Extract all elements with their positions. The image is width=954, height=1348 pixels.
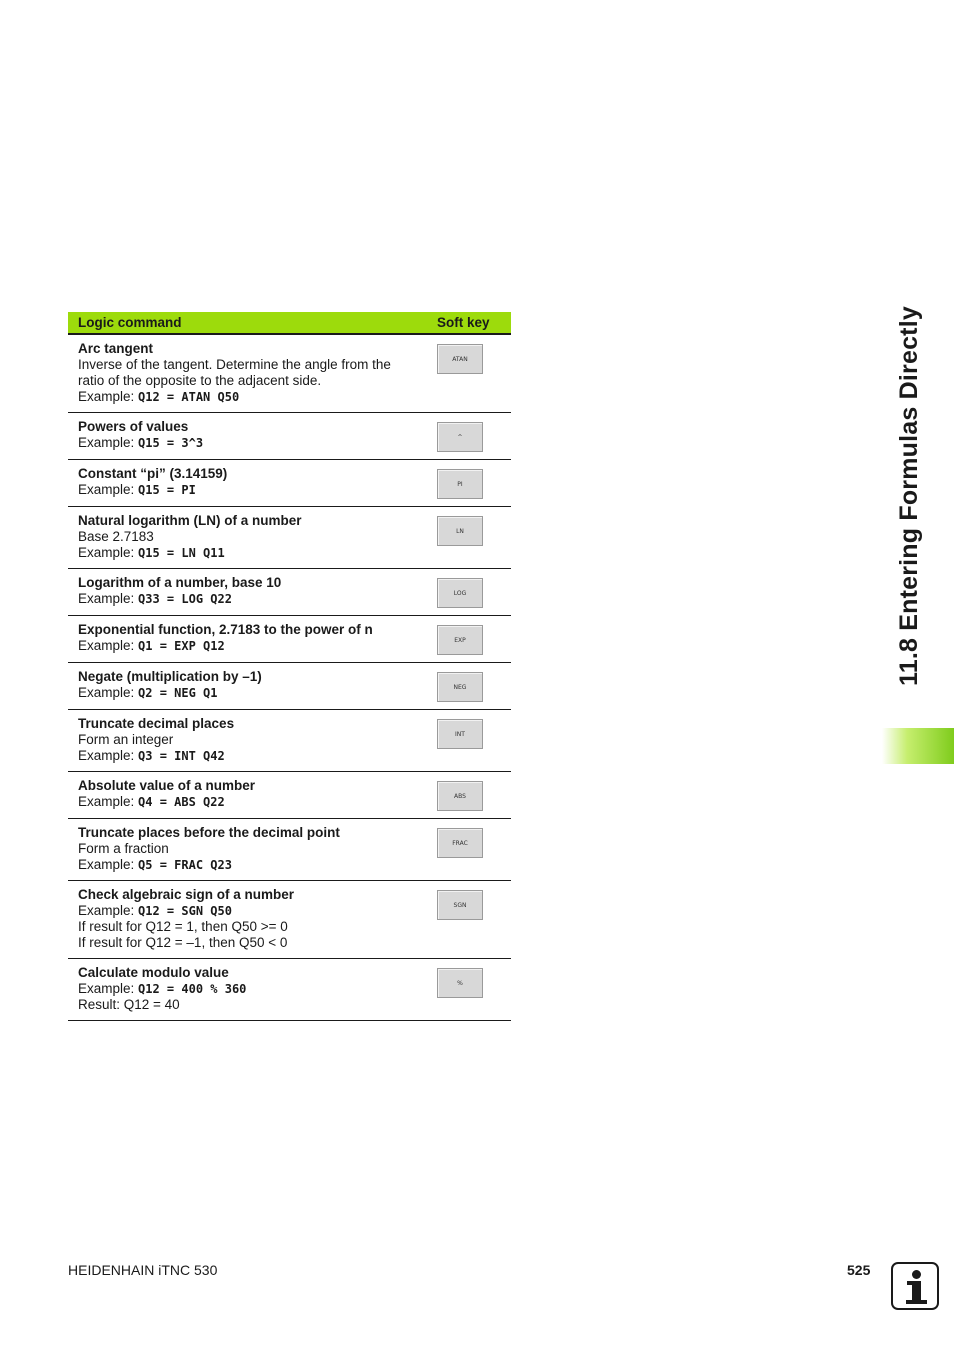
row-description xyxy=(68,466,437,499)
softkey-button[interactable]: PI xyxy=(437,469,483,499)
row-title: Natural logarithm (LN) of a number xyxy=(78,513,302,528)
row-text-line: ratio of the opposite to the adjacent side. xyxy=(78,373,322,388)
row-description xyxy=(68,778,437,811)
row-description xyxy=(68,622,437,655)
example-code: Q3 = INT Q42 xyxy=(138,749,225,763)
table-row xyxy=(68,959,511,1021)
example-code: Q15 = 3^3 xyxy=(138,436,204,450)
softkey-cell xyxy=(437,778,511,811)
row-example xyxy=(78,685,437,701)
example-code: Q15 = LN Q11 xyxy=(138,546,225,560)
table-header xyxy=(68,312,511,335)
row-example xyxy=(78,794,437,810)
row-title: Absolute value of a number xyxy=(78,778,256,793)
example-label: Example: xyxy=(78,794,139,809)
row-description xyxy=(68,716,437,764)
softkey-cell xyxy=(437,419,511,452)
footer-product: HEIDENHAIN iTNC 530 xyxy=(68,1262,218,1278)
row-example xyxy=(78,482,437,498)
example-label: Example: xyxy=(78,857,139,872)
softkey-cell xyxy=(437,341,511,405)
row-title: Powers of values xyxy=(78,419,189,434)
example-code: Q4 = ABS Q22 xyxy=(138,795,225,809)
example-code: Q5 = FRAC Q23 xyxy=(138,858,232,872)
softkey-cell xyxy=(437,669,511,702)
row-title: Truncate places before the decimal point xyxy=(78,825,340,840)
table-body xyxy=(68,335,511,1021)
row-description xyxy=(68,341,437,405)
row-title: Constant “pi” (3.14159) xyxy=(78,466,228,481)
row-description xyxy=(68,965,437,1013)
example-label: Example: xyxy=(78,903,139,918)
row-example xyxy=(78,545,437,561)
softkey-button[interactable]: ATAN xyxy=(437,344,483,374)
table-row xyxy=(68,616,511,663)
softkey-cell xyxy=(437,622,511,655)
row-result-line: If result for Q12 = 1, then Q50 >= 0 xyxy=(78,919,288,934)
example-code: Q33 = LOG Q22 xyxy=(138,592,232,606)
example-label: Example: xyxy=(78,482,139,497)
example-label: Example: xyxy=(78,685,139,700)
row-text-line: Inverse of the tangent. Determine the angle from the xyxy=(78,357,391,372)
row-title: Calculate modulo value xyxy=(78,965,229,980)
softkey-button[interactable]: ^ xyxy=(437,422,483,452)
table-row xyxy=(68,819,511,881)
row-title: Negate (multiplication by –1) xyxy=(78,669,262,684)
example-label: Example: xyxy=(78,545,139,560)
row-title: Logarithm of a number, base 10 xyxy=(78,575,282,590)
softkey-button[interactable]: LOG xyxy=(437,578,483,608)
logic-command-table xyxy=(68,312,511,1021)
row-description xyxy=(68,513,437,561)
example-code: Q12 = SGN Q50 xyxy=(138,904,232,918)
table-row xyxy=(68,460,511,507)
header-softkey: Soft key xyxy=(437,315,490,330)
softkey-button[interactable]: SGN xyxy=(437,890,483,920)
softkey-cell xyxy=(437,513,511,561)
example-label: Example: xyxy=(78,638,139,653)
example-label: Example: xyxy=(78,389,139,404)
example-label: Example: xyxy=(78,981,139,996)
page-number: 525 xyxy=(847,1262,871,1278)
softkey-button[interactable]: ABS xyxy=(437,781,483,811)
row-description xyxy=(68,669,437,702)
softkey-cell xyxy=(437,466,511,499)
example-label: Example: xyxy=(78,748,139,763)
example-label: Example: xyxy=(78,591,139,606)
softkey-button[interactable]: EXP xyxy=(437,625,483,655)
example-code: Q15 = PI xyxy=(138,483,196,497)
row-description xyxy=(68,419,437,452)
row-description xyxy=(68,575,437,608)
row-text-line: Base 2.7183 xyxy=(78,529,154,544)
row-example xyxy=(78,903,437,919)
row-title: Arc tangent xyxy=(78,341,154,356)
row-title: Check algebraic sign of a number xyxy=(78,887,295,902)
row-example xyxy=(78,981,437,997)
row-title: Exponential function, 2.7183 to the power of n xyxy=(78,622,373,637)
row-result-line: Result: Q12 = 40 xyxy=(78,997,180,1012)
row-example xyxy=(78,591,437,607)
table-row xyxy=(68,881,511,959)
table-row xyxy=(68,507,511,569)
softkey-cell xyxy=(437,716,511,764)
softkey-button[interactable]: % xyxy=(437,968,483,998)
info-icon xyxy=(891,1262,939,1310)
softkey-button[interactable]: FRAC xyxy=(437,828,483,858)
row-title: Truncate decimal places xyxy=(78,716,235,731)
softkey-cell xyxy=(437,575,511,608)
row-example xyxy=(78,638,437,654)
example-code: Q12 = 400 % 360 xyxy=(138,982,247,996)
row-example xyxy=(78,389,437,405)
example-code: Q2 = NEG Q1 xyxy=(138,686,218,700)
softkey-button[interactable]: NEG xyxy=(437,672,483,702)
example-code: Q12 = ATAN Q50 xyxy=(138,390,240,404)
row-example xyxy=(78,857,437,873)
row-description xyxy=(68,887,437,951)
table-row xyxy=(68,772,511,819)
chapter-side-title: 11.8 Entering Formulas Directly xyxy=(895,306,923,686)
chapter-tab-marker xyxy=(882,728,954,764)
header-command: Logic command xyxy=(78,315,182,330)
row-text-line: Form an integer xyxy=(78,732,174,747)
table-row xyxy=(68,569,511,616)
row-example xyxy=(78,435,437,451)
table-row xyxy=(68,710,511,772)
softkey-button[interactable]: LN xyxy=(437,516,483,546)
row-description xyxy=(68,825,437,873)
softkey-cell xyxy=(437,825,511,873)
softkey-cell xyxy=(437,887,511,951)
row-example xyxy=(78,748,437,764)
row-text-line: Form a fraction xyxy=(78,841,169,856)
example-label: Example: xyxy=(78,435,139,450)
table-row xyxy=(68,335,511,413)
table-row xyxy=(68,663,511,710)
example-code: Q1 = EXP Q12 xyxy=(138,639,225,653)
table-row xyxy=(68,413,511,460)
softkey-cell xyxy=(437,965,511,1013)
row-result-line: If result for Q12 = –1, then Q50 < 0 xyxy=(78,935,288,950)
softkey-button[interactable]: INT xyxy=(437,719,483,749)
